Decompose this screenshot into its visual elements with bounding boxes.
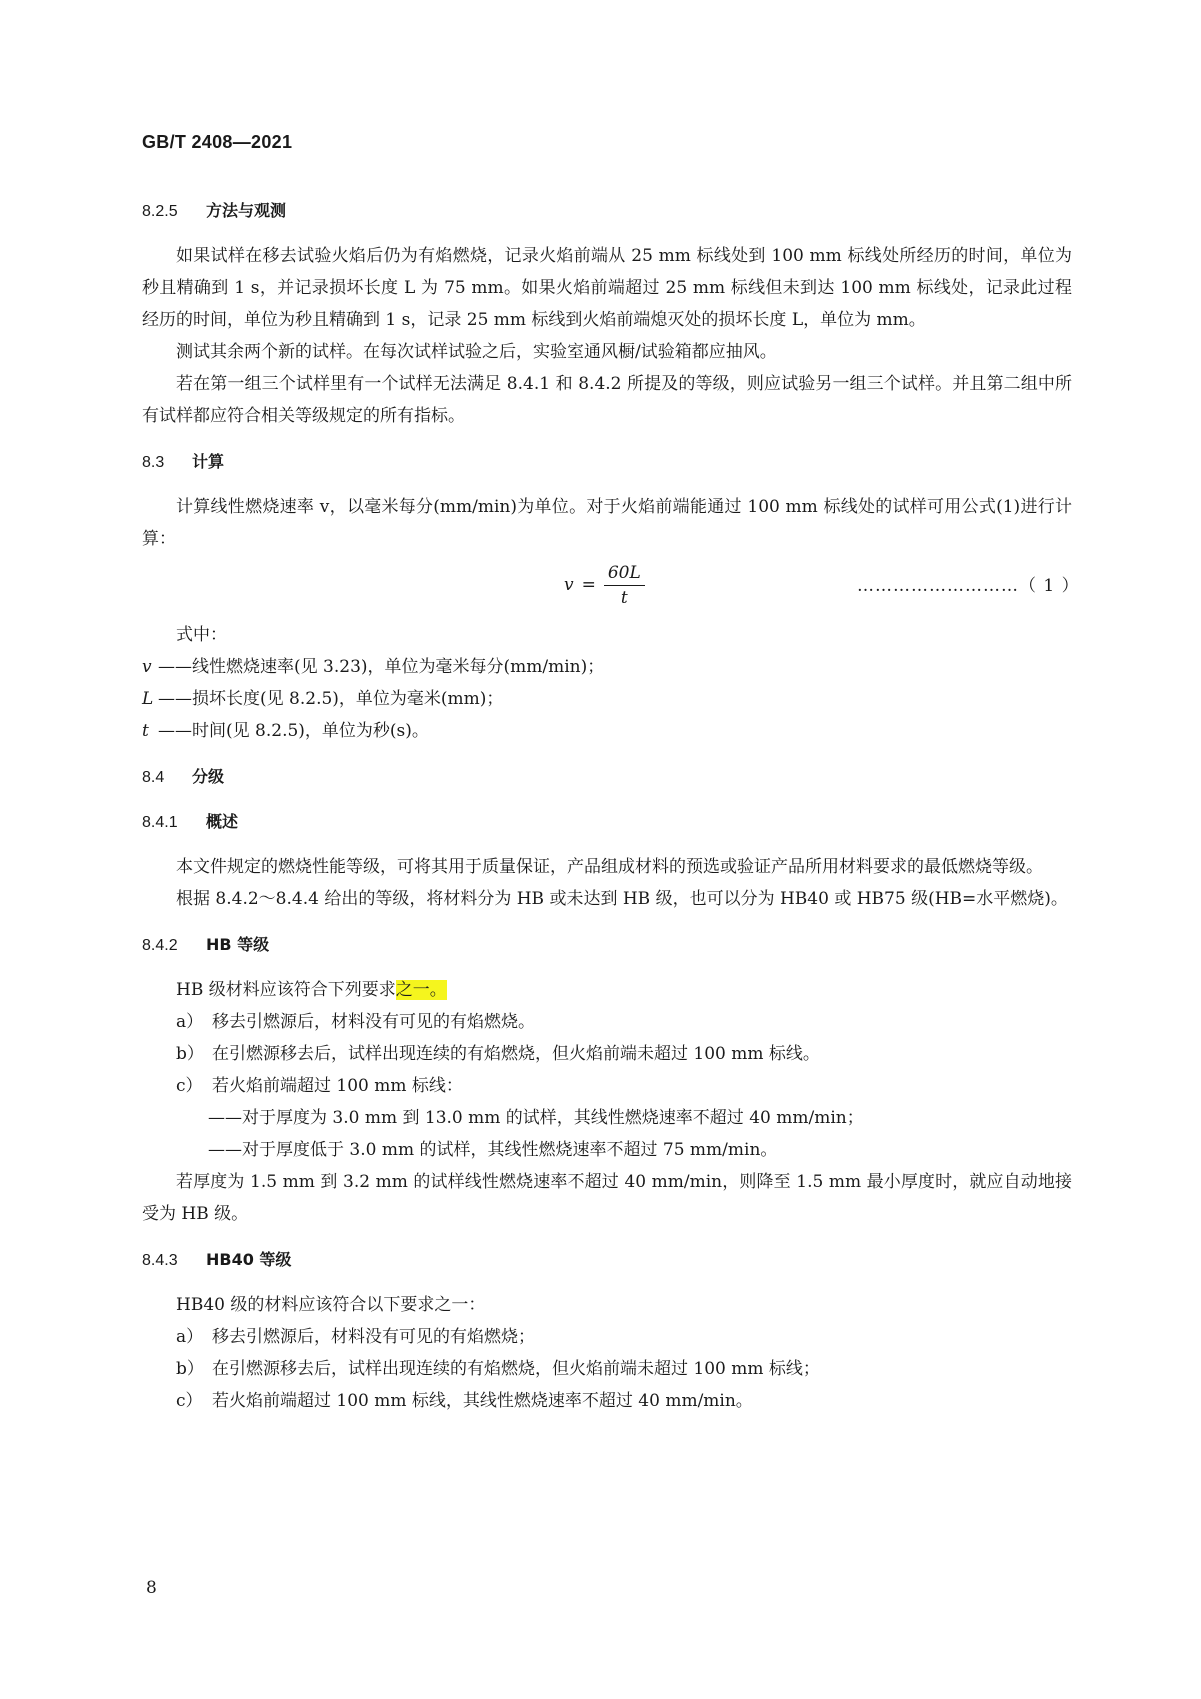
section-number: 8.3 xyxy=(142,454,165,471)
definition-text: ——损坏长度(见 8.2.5)，单位为毫米(mm)； xyxy=(158,689,504,709)
section-body-8-3 xyxy=(142,491,1080,747)
list-text: 若火焰前端超过 100 mm 标线： xyxy=(212,1076,463,1096)
section-number: 8.4.1 xyxy=(142,814,178,831)
where-label: 式中： xyxy=(176,625,227,645)
definition-text: ——线性燃烧速率(见 3.23)，单位为毫米每分(mm/min)； xyxy=(158,657,605,677)
section-title: HB 等级 xyxy=(206,935,270,954)
paragraph: 本文件规定的燃烧性能等级，可将其用于质量保证，产品组成材料的预选或验证产品所用材料要求的最低燃烧等级。 xyxy=(176,857,1043,877)
list-marker: b） xyxy=(176,1044,204,1064)
document-body xyxy=(142,196,1080,1417)
page-number: 8 xyxy=(146,1578,157,1598)
definition-symbol: t xyxy=(142,721,149,741)
paragraph xyxy=(142,974,1072,1006)
formula-fraction xyxy=(604,562,645,609)
list-item xyxy=(142,1070,1072,1102)
sub-list-item: ——对于厚度为 3.0 mm 到 13.0 mm 的试样，其线性燃烧速率不超过 40 mm/min； xyxy=(208,1108,864,1128)
definition-item xyxy=(142,683,1072,715)
paragraph: 计算线性燃烧速率 v，以毫米每分(mm/min)为单位。对于火焰前端能通过 100 mm 标线处的试样可用公式(1)进行计算： xyxy=(142,497,1072,549)
list-text: 在引燃源移去后，试样出现连续的有焰燃烧，但火焰前端未超过 100 mm 标线； xyxy=(212,1359,820,1379)
paragraph: 根据 8.4.2～8.4.4 给出的等级，将材料分为 HB 或未达到 HB 级，也可以分为 HB40 或 HB75 级(HB=水平燃烧)。 xyxy=(176,889,1068,909)
section-title: 概述 xyxy=(206,812,239,831)
list-marker: c） xyxy=(176,1391,203,1411)
list-item xyxy=(142,1385,1072,1417)
list-item xyxy=(142,1006,1072,1038)
formula-equals: = xyxy=(581,575,596,595)
paragraph: 如果试样在移去试验火焰后仍为有焰燃烧，记录火焰前端从 25 mm 标线处到 100 mm 标线处所经历的时间，单位为秒且精确到 1 s，并记录损坏长度 L 为 75 mm。如果火焰前端超过 25 mm 标线但未到达 100 mm 标线处，记录此过程经历的时间，单位为秒且精确到 1 s，记录 25 mm 标线到火焰前端熄灭处的损坏长度 L，单位为 mm。 xyxy=(142,246,1072,330)
section-heading-8-4-1 xyxy=(142,807,1072,837)
section-number: 8.4.2 xyxy=(142,937,178,954)
formula-denominator: t xyxy=(620,587,628,608)
list-marker: c） xyxy=(176,1076,203,1096)
section-body-8-2-5 xyxy=(142,240,1072,432)
list-item xyxy=(142,1321,1072,1353)
formula-numerator: 60L xyxy=(604,562,645,586)
section-heading-8-3 xyxy=(142,447,1072,477)
paragraph: HB40 级的材料应该符合以下要求之一： xyxy=(176,1295,486,1315)
paragraph: 若在第一组三个试样里有一个试样无法满足 8.4.1 和 8.4.2 所提及的等级，则应试验另一组三个试样。并且第二组中所有试样都应符合相关等级规定的所有指标。 xyxy=(142,374,1072,426)
list-item xyxy=(142,1353,1072,1385)
section-body-8-4-1 xyxy=(142,851,1072,915)
section-body-8-4-2 xyxy=(142,974,1072,1230)
section-heading-8-4 xyxy=(142,762,1072,792)
paragraph: 若厚度为 1.5 mm 到 3.2 mm 的试样线性燃烧速率不超过 40 mm/min，则降至 1.5 mm 最小厚度时，就应自动地接受为 HB 级。 xyxy=(142,1172,1072,1224)
section-title: 方法与观测 xyxy=(206,201,287,220)
list-text: 在引燃源移去后，试样出现连续的有焰燃烧，但火焰前端未超过 100 mm 标线。 xyxy=(212,1044,820,1064)
section-number: 8.4 xyxy=(142,769,165,786)
standard-code: GB/T 2408—2021 xyxy=(142,132,293,152)
section-body-8-4-3 xyxy=(142,1289,1072,1417)
list-text: 移去引燃源后，材料没有可见的有焰燃烧。 xyxy=(212,1012,535,1032)
definition-symbol: L xyxy=(142,689,154,709)
section-title: 分级 xyxy=(192,767,225,786)
sub-list-item: ——对于厚度低于 3.0 mm 的试样，其线性燃烧速率不超过 75 mm/min。 xyxy=(208,1140,778,1160)
intro-text: HB 级材料应该符合下列要求 xyxy=(176,980,396,1000)
definition-item xyxy=(142,651,1072,683)
formula-number: ………………………（ 1 ） xyxy=(857,576,1080,596)
list-text: 若火焰前端超过 100 mm 标线，其线性燃烧速率不超过 40 mm/min。 xyxy=(212,1391,753,1411)
definition-text: ——时间(见 8.2.5)，单位为秒(s)。 xyxy=(158,721,429,741)
section-heading-8-2-5 xyxy=(142,196,1072,226)
definition-item xyxy=(142,715,1072,747)
formula-lhs: v xyxy=(564,575,574,595)
formula xyxy=(142,559,1080,611)
section-title: HB40 等级 xyxy=(206,1250,292,1269)
section-heading-8-4-2 xyxy=(142,930,1072,960)
list-marker: a） xyxy=(176,1327,204,1347)
section-number: 8.2.5 xyxy=(142,203,178,220)
highlighted-text: 之一。 xyxy=(395,980,447,1000)
list-marker: a） xyxy=(176,1012,204,1032)
formula-expression xyxy=(564,559,645,611)
list-text: 移去引燃源后，材料没有可见的有焰燃烧； xyxy=(212,1327,535,1347)
list-item xyxy=(142,1038,1072,1070)
section-heading-8-4-3 xyxy=(142,1245,1072,1275)
section-title: 计算 xyxy=(192,452,225,471)
list-marker: b） xyxy=(176,1359,204,1379)
definition-symbol: v xyxy=(142,657,152,677)
section-number: 8.4.3 xyxy=(142,1252,178,1269)
paragraph: 测试其余两个新的试样。在每次试样试验之后，实验室通风橱/试验箱都应抽风。 xyxy=(176,342,777,362)
